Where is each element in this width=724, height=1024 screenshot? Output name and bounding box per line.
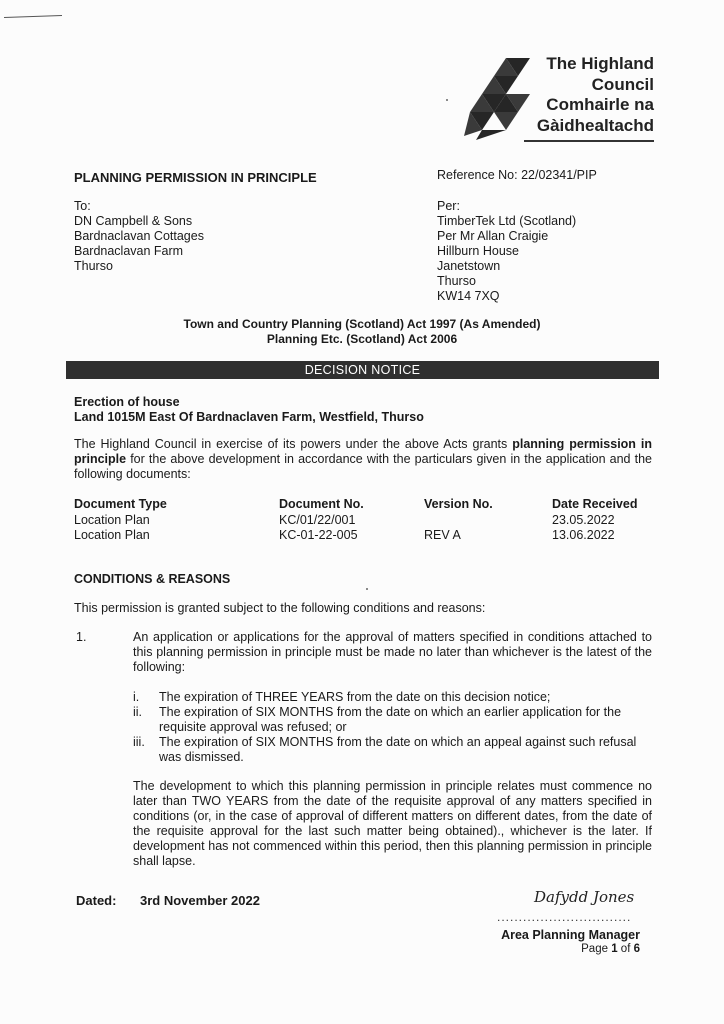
page-prefix: Page [581, 943, 612, 955]
logo-underline [524, 140, 654, 142]
table-cell: KC/01/22/001 [279, 513, 356, 527]
signature: Dafydd Jones [534, 888, 635, 906]
table-header-document-no: Document No. [279, 497, 364, 511]
page-total: 6 [633, 943, 640, 955]
intro-text: for the above development in accordance with the particulars given in the application and the following documents: [74, 452, 652, 481]
scan-speck [366, 588, 368, 590]
per-line: Per Mr Allan Craigie [437, 229, 549, 243]
list-item-numeral: iii. [133, 735, 145, 749]
intro-bold-text: planning permission in principle [74, 437, 652, 466]
council-name [524, 54, 654, 136]
conditions-intro: This permission is granted subject to the following conditions and reasons: [74, 601, 486, 615]
decision-notice-banner: DECISION NOTICE [66, 361, 659, 379]
council-name-line4: Gàidhealtachd [536, 115, 654, 135]
development-title: Erection of house [74, 395, 180, 409]
table-header-document-type: Document Type [74, 497, 167, 511]
condition-closing-paragraph: The development to which this planning permission in principle relates must commence no later than TWO YEARS from the date of the requisite approval of any matters specified in conditions (or, in the case of approval of different matters on different dates, from the date of the requisite approval for the last such matter being obtained)., whichever is the later. If development has not commenced within this period, then this planning permission in principle shall lapse. [133, 779, 652, 868]
signature-line: ............................... [497, 910, 632, 924]
council-name-line3: Comhairle na [546, 95, 654, 114]
document-title: PLANNING PERMISSION IN PRINCIPLE [74, 170, 317, 185]
list-item [133, 735, 652, 765]
table-cell: REV A [424, 528, 461, 542]
to-line: Bardnaclavan Farm [74, 244, 184, 258]
signatory-role: Area Planning Manager [501, 928, 640, 942]
table-cell: Location Plan [74, 528, 150, 542]
table-cell: 13.06.2022 [552, 528, 615, 542]
page-current: 1 [611, 943, 618, 955]
to-address [74, 199, 204, 274]
list-item [133, 705, 652, 735]
development-description [74, 395, 424, 425]
to-label: To: [74, 199, 91, 213]
table-cell: Location Plan [74, 513, 150, 527]
per-line: Thurso [437, 274, 476, 288]
list-item-numeral: i. [133, 690, 140, 704]
to-line: Bardnaclavan Cottages [74, 229, 204, 243]
table-header-date-received: Date Received [552, 497, 638, 511]
intro-text: The Highland Council in exercise of its powers under the above Acts grants [74, 437, 513, 451]
development-location: Land 1015M East Of Bardnaclaven Farm, Westfield, Thurso [74, 410, 424, 424]
dated-label: Dated: [76, 893, 117, 908]
to-line: Thurso [74, 259, 113, 273]
page-number [560, 943, 640, 955]
per-address [437, 199, 576, 304]
reference-number: Reference No: 22/02341/PIP [437, 168, 597, 182]
list-item-text: The expiration of SIX MONTHS from the date on which an earlier application for the requisite approval was refused; or [159, 705, 622, 734]
scan-speck [446, 99, 448, 101]
condition-body: An application or applications for the approval of matters specified in conditions attached to this planning permission in principle must be made no later than whichever is the latest of the following: [133, 630, 652, 674]
list-item-text: The expiration of SIX MONTHS from the date on which an appeal against such refusal was dismissed. [159, 735, 637, 764]
list-item-text: The expiration of THREE YEARS from the date on this decision notice; [159, 690, 551, 704]
condition-number: 1. [76, 630, 87, 644]
legislation-acts [0, 317, 724, 347]
page-mid: of [617, 943, 634, 955]
per-label: Per: [437, 199, 460, 213]
list-item-numeral: ii. [133, 705, 143, 719]
table-cell: KC-01-22-005 [279, 528, 358, 542]
act-line: Planning Etc. (Scotland) Act 2006 [266, 332, 458, 346]
highland-council-logo-icon [462, 56, 532, 142]
table-cell: 23.05.2022 [552, 513, 615, 527]
per-line: TimberTek Ltd (Scotland) [437, 214, 577, 228]
corner-pen-mark [4, 15, 62, 18]
council-name-line2: Council [591, 74, 654, 94]
decision-date: 3rd November 2022 [140, 893, 260, 908]
per-line: Janetstown [437, 259, 501, 273]
to-line: DN Campbell & Sons [74, 214, 193, 228]
conditions-heading: CONDITIONS & REASONS [74, 572, 231, 586]
table-header-version-no: Version No. [424, 497, 493, 511]
intro-paragraph [74, 437, 652, 482]
council-name-line1: The Highland [546, 54, 654, 73]
per-line: KW14 7XQ [437, 289, 500, 303]
act-line: Town and Country Planning (Scotland) Act 1997 (As Amended) [183, 317, 541, 331]
per-line: Hillburn House [437, 244, 519, 258]
list-item [133, 690, 652, 705]
